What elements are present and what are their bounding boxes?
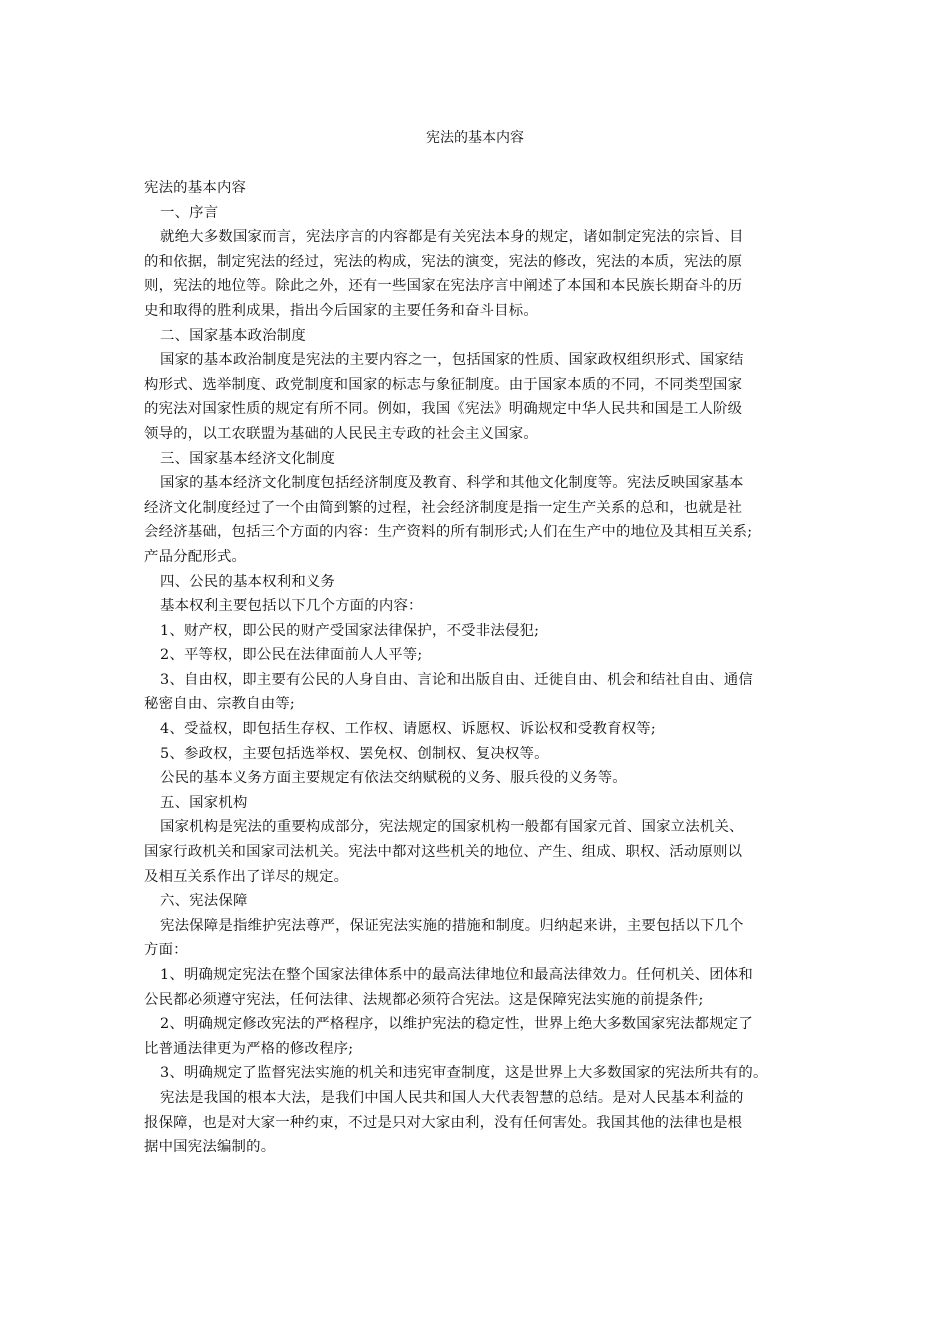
text-line: 构形式、选举制度、政党制度和国家的标志与象征制度。由于国家本质的不同，不同类型国家 (144, 376, 743, 393)
text-line: 比普通法律更为严格的修改程序; (144, 1040, 354, 1057)
text-line: 会经济基础，包括三个方面的内容：生产资料的所有制形式;人们在生产中的地位及其相互关系; (144, 524, 753, 541)
text-line: 3、自由权，即主要有公民的人身自由、言论和出版自由、迁徙自由、机会和结社自由、通信 (160, 671, 753, 688)
section-heading: 六、宪法保障 (160, 893, 248, 910)
text-line: 据中国宪法编制的。 (144, 1139, 276, 1156)
text-line: 国家机构是宪法的重要构成部分，宪法规定的国家机构一般都有国家元首、国家立法机关、 (160, 819, 744, 836)
text-line: 2、明确规定修改宪法的严格程序，以维护宪法的稳定性，世界上绝大多数国家宪法都规定了 (160, 1016, 753, 1033)
text-line: 史和取得的胜利成果，指出今后国家的主要任务和奋斗目标。 (144, 302, 538, 319)
text-line: 宪法是我国的根本大法，是我们中国人民共和国人大代表智慧的总结。是对人民基本利益的 (160, 1089, 744, 1106)
text-line: 4、受益权，即包括生存权、工作权、请愿权、诉愿权、诉讼权和受教育权等; (160, 721, 656, 738)
text-line: 方面： (144, 942, 188, 959)
text-line: 1、明确规定宪法在整个国家法律体系中的最高法律地位和最高法律效力。任何机关、团体和 (160, 967, 753, 983)
text-line: 秘密自由、宗教自由等; (144, 696, 295, 713)
document-title: 宪法的基本内容 (426, 130, 524, 146)
text-line: 国家的基本政治制度是宪法的主要内容之一，包括国家的性质、国家政权组织形式、国家结 (160, 352, 744, 369)
text-line: 国家行政机关和国家司法机关。宪法中都对这些机关的地位、产生、组成、职权、活动原则以 (144, 844, 743, 861)
document-body (144, 176, 816, 1160)
text-line: 则，宪法的地位等。除此之外，还有一些国家在宪法序言中阐述了本国和本民族长期奋斗的历 (144, 278, 743, 295)
text-line: 5、参政权，主要包括选举权、罢免权、创制权、复决权等。 (160, 745, 549, 762)
text-line: 报保障，也是对大家一种约束，不过是只对大家由利，没有任何害处。我国其他的法律也是根 (144, 1114, 743, 1131)
text-line: 宪法保障是指维护宪法尊严，保证宪法实施的措施和制度。归纳起来讲，主要包括以下几个 (160, 917, 744, 934)
text-line: 领导的，以工农联盟为基础的人民民主专政的社会主义国家。 (144, 425, 538, 442)
text-line: 2、平等权，即公民在法律面前人人平等; (160, 647, 423, 664)
text-line: 的宪法对国家性质的规定有所不同。例如，我国《宪法》明确规定中华人民共和国是工人阶级 (144, 401, 743, 418)
text-line: 宪法的基本内容 (144, 180, 247, 196)
text-line: 基本权利主要包括以下几个方面的内容： (160, 598, 423, 615)
text-line: 经济文化制度经过了一个由简到繁的过程，社会经济制度是指一定生产关系的总和，也就是社 (144, 499, 743, 516)
text-line: 国家的基本经济文化制度包括经济制度及教育、科学和其他文化制度等。宪法反映国家基本 (160, 475, 744, 492)
text-line: 产品分配形式。 (144, 548, 247, 565)
text-line: 3、明确规定了监督宪法实施的机关和违宪审查制度，这是世界上大多数国家的宪法所共有的。 (160, 1065, 768, 1082)
section-heading: 四、公民的基本权利和义务 (160, 573, 336, 590)
section-heading: 三、国家基本经济文化制度 (160, 450, 336, 467)
text-line: 公民的基本义务方面主要规定有依法交纳赋税的义务、服兵役的义务等。 (160, 770, 627, 787)
section-heading: 一、序言 (160, 204, 219, 221)
text-line: 就绝大多数国家而言，宪法序言的内容都是有关宪法本身的规定，诸如制定宪法的宗旨、目 (160, 229, 744, 246)
section-heading: 五、国家机构 (160, 794, 248, 811)
text-line: 及相互关系作出了详尽的规定。 (144, 868, 349, 885)
text-line: 公民都必须遵守宪法，任何法律、法规都必须符合宪法。这是保障宪法实施的前提条件; (144, 991, 704, 1008)
text-line: 1、财产权，即公民的财产受国家法律保护，不受非法侵犯; (160, 622, 540, 639)
section-heading: 二、国家基本政治制度 (160, 327, 306, 344)
text-line: 的和依据，制定宪法的经过，宪法的构成，宪法的演变，宪法的修改，宪法的本质，宪法的原 (144, 253, 743, 270)
